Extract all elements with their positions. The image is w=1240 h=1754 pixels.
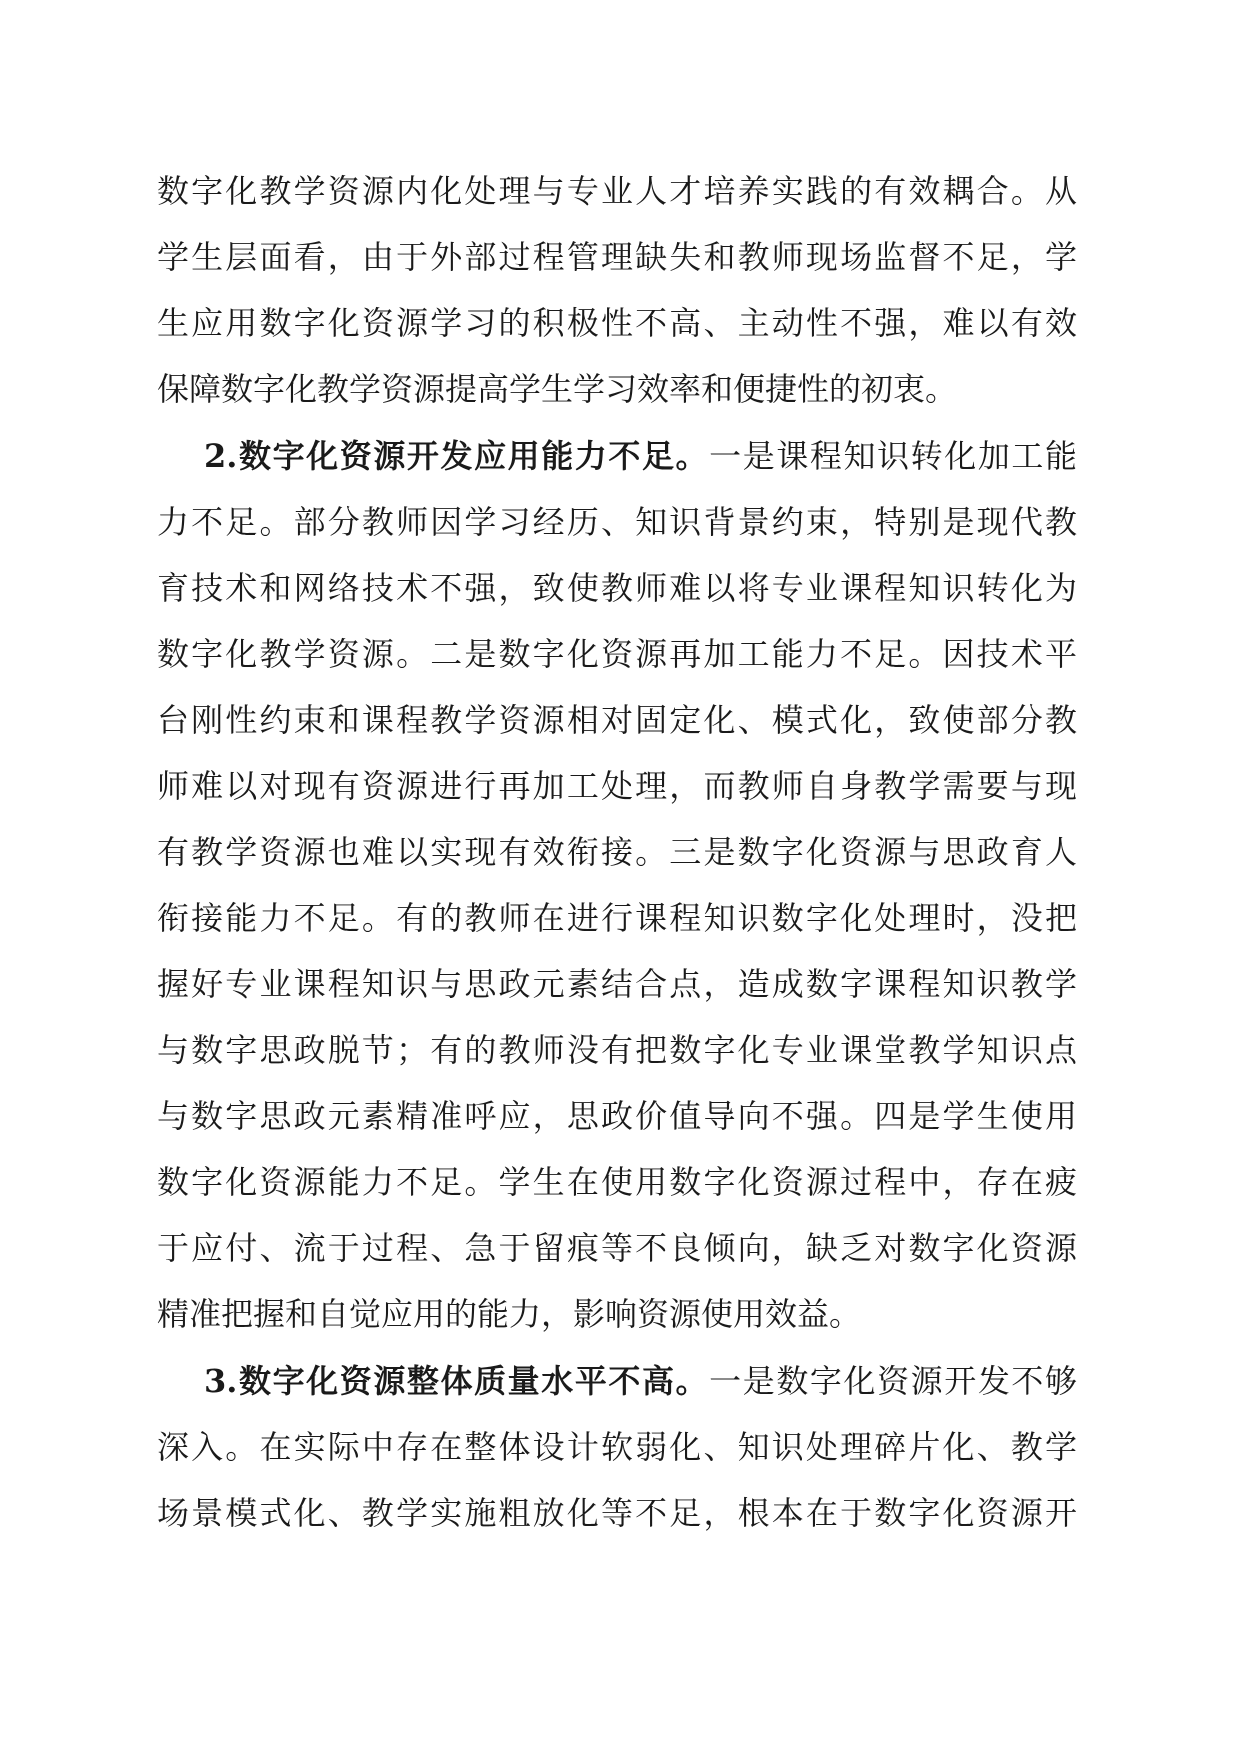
paragraph-2-line-11: 与数字思政元素精准呼应，思政价值导向不强。四是学生使用 xyxy=(157,1097,1077,1135)
paragraph-1-line-3: 生应用数字化资源学习的积极性不高、主动性不强，难以有效 xyxy=(157,304,1077,342)
paragraph-2-line-3: 育技术和网络技术不强，致使教师难以将专业课程知识转化为 xyxy=(157,569,1077,607)
section-3-heading: 3.数字化资源整体质量水平不高。 xyxy=(204,1362,710,1400)
paragraph-3-lead-text: 一是数字化资源开发不够 xyxy=(709,1362,1077,1400)
paragraph-2-line-12: 数字化资源能力不足。学生在使用数字化资源过程中，存在疲 xyxy=(157,1163,1077,1201)
paragraph-3-line-1 xyxy=(157,1348,1077,1414)
section-2-heading: 2.数字化资源开发应用能力不足。 xyxy=(204,437,710,475)
paragraph-2-line-5: 台刚性约束和课程教学资源相对固定化、模式化，致使部分教 xyxy=(157,701,1077,739)
paragraph-1-line-1: 数字化教学资源内化处理与专业人才培养实践的有效耦合。从 xyxy=(157,172,1077,210)
paragraph-2-line-6: 师难以对现有资源进行再加工处理，而教师自身教学需要与现 xyxy=(157,767,1077,805)
paragraph-2-line-1 xyxy=(157,423,1077,489)
paragraph-2-line-14: 精准把握和自觉应用的能力，影响资源使用效益。 xyxy=(157,1295,862,1333)
paragraph-2-line-13: 于应付、流于过程、急于留痕等不良倾向，缺乏对数字化资源 xyxy=(157,1229,1077,1267)
paragraph-2-lead-text: 一是课程知识转化加工能 xyxy=(709,437,1077,475)
paragraph-3-line-2: 深入。在实际中存在整体设计软弱化、知识处理碎片化、教学 xyxy=(157,1428,1077,1466)
paragraph-2-line-2: 力不足。部分教师因学习经历、知识背景约束，特别是现代教 xyxy=(157,503,1077,541)
paragraph-2-line-9: 握好专业课程知识与思政元素结合点，造成数字课程知识教学 xyxy=(157,965,1077,1003)
paragraph-1-line-4: 保障数字化教学资源提高学生学习效率和便捷性的初衷。 xyxy=(157,370,958,408)
paragraph-1-line-2: 学生层面看，由于外部过程管理缺失和教师现场监督不足，学 xyxy=(157,238,1077,276)
paragraph-2-line-7: 有教学资源也难以实现有效衔接。三是数字化资源与思政育人 xyxy=(157,833,1077,871)
paragraph-2-line-10: 与数字思政脱节；有的教师没有把数字化专业课堂教学知识点 xyxy=(157,1031,1077,1069)
paragraph-2-line-4: 数字化教学资源。二是数字化资源再加工能力不足。因技术平 xyxy=(157,635,1077,673)
paragraph-2-line-8: 衔接能力不足。有的教师在进行课程知识数字化处理时，没把 xyxy=(157,899,1077,937)
paragraph-3-line-3: 场景模式化、教学实施粗放化等不足，根本在于数字化资源开 xyxy=(157,1494,1077,1532)
